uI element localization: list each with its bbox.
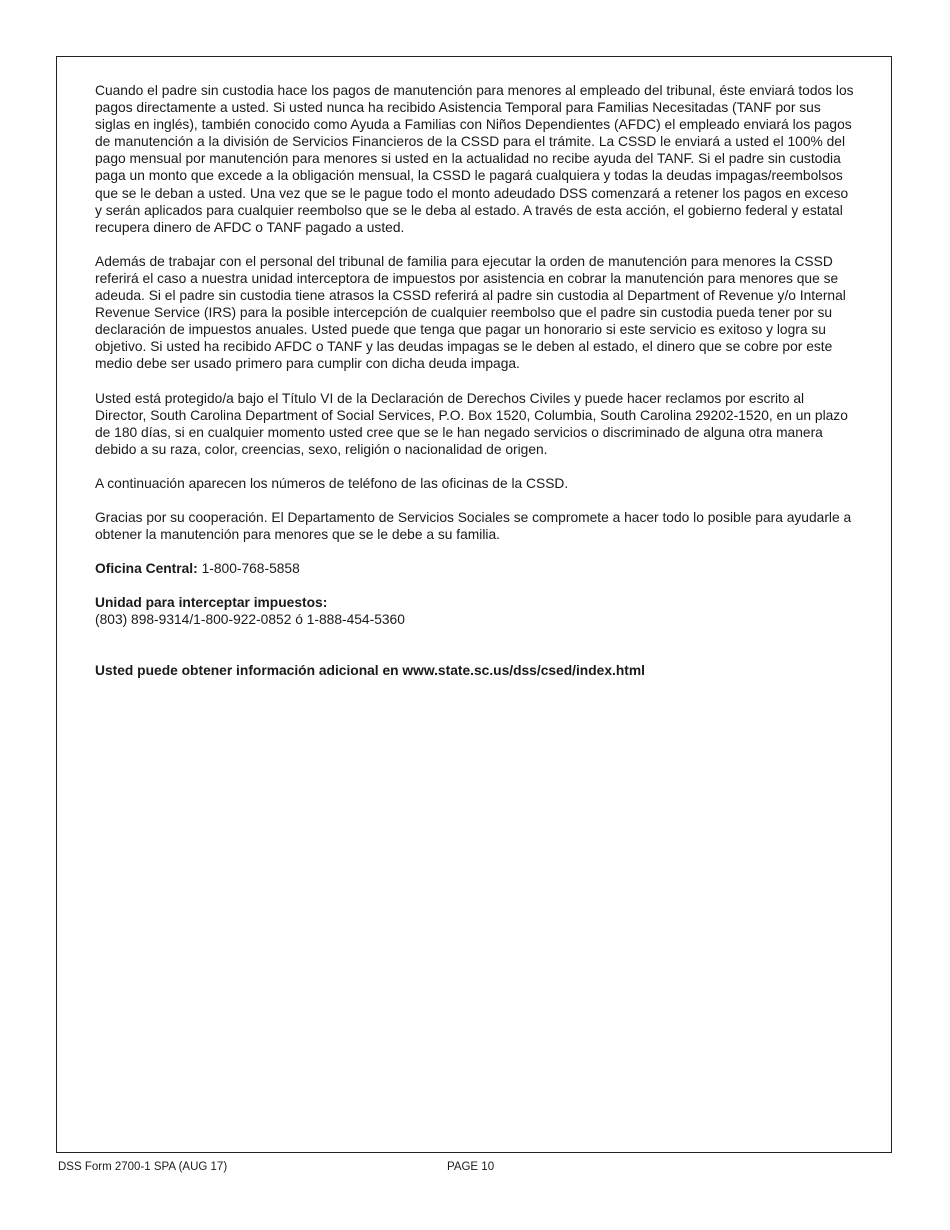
paragraph-payments: Cuando el padre sin custodia hace los pagos de manutención para menores al empleado del tribunal, éste enviará todos los pagos directamente a usted. Si usted nunca ha recibido Asistencia Temporal para Familias Necesitadas (TANF por sus siglas en inglés), también conocido como Ayuda a Familias con Niños Dependientes (AFDC) el empleado enviará los pagos de manutención a la división de Servicios Financieros de la CSSD para el trámite. La CSSD le enviará a usted el 100% del pago mensual por manutención para menores si usted en la actualidad no recibe ayuda del TANF. Si el padre sin custodia paga un monto que excede a la obligación mensual, la CSSD le pagará cualquiera y todas la deudas impagas/reembolsos que se le deban a usted. Una vez que se le pague todo el monto adeudado DSS comenzará a retener los pagos en exceso y serán aplicados para cualquier reembolso que se le deba al estado. A través de esta acción, el gobierno federal y estatal recupera dinero de AFDC o TANF pagado a usted.: [95, 83, 854, 235]
document-body: [95, 82, 857, 697]
paragraph-phone-intro: A continuación aparecen los números de teléfono de las oficinas de la CSSD.: [95, 475, 569, 491]
page-number: PAGE 10: [447, 1161, 495, 1173]
form-id: DSS Form 2700-1 SPA (AUG 17): [58, 1161, 228, 1173]
tax-intercept-block: [95, 594, 857, 628]
paragraph-civil-rights: Usted está protegido/a bajo el Título VI de la Declaración de Derechos Civiles y puede hacer reclamos por escrito al Director, South Carolina Department of Social Services, P.O. Box 1520, Columbia, South Carolina 29202-1520, en un plazo de 180 días, si en cualquier momento usted cree que se le han negado servicios o discriminado de alguna otra manera debido a su raza, color, creencias, sexo, religión o nacionalidad de origen.: [95, 390, 848, 457]
paragraph-thanks: Gracias por su cooperación. El Departamento de Servicios Sociales se compromete a hacer todo lo posible para ayudarle a obtener la manutención para menores que se le debe a su familia.: [95, 509, 852, 543]
tax-intercept-phones: (803) 898-9314/1-800-922-0852 ó 1-888-454-5360: [95, 612, 405, 628]
page-frame: [56, 56, 892, 1153]
central-office-phone: 1-800-768-5858: [201, 561, 300, 577]
more-info-line: Usted puede obtener información adicional en www.state.sc.us/dss/csed/index.html: [95, 663, 645, 679]
central-office-line: [95, 560, 857, 577]
central-office-label: Oficina Central:: [95, 561, 198, 577]
paragraph-tax-intercept: Además de trabajar con el personal del tribunal de familia para ejecutar la orden de manutención para menores la CSSD referirá el caso a nuestra unidad interceptora de impuestos por asistencia en cobrar la manutención para menores que se adeuda. Si el padre sin custodia tiene atrasos la CSSD referirá al padre sin custodia al Department of Revenue y/o Internal Revenue Service (IRS) para la posible intercepción de cualquier reembolso que el padre sin custodia pueda tener por su declaración de impuestos anuales. Usted puede que tenga que pagar un honorario si este servicio es exitoso y logra su objetivo. Si usted ha recibido AFDC o TANF y las deudas impagas se le deben al estado, el dinero que se cobre por este medio debe ser usado primero para cumplir con dicha deuda impaga.: [95, 253, 846, 372]
tax-intercept-label: Unidad para interceptar impuestos:: [95, 595, 328, 611]
